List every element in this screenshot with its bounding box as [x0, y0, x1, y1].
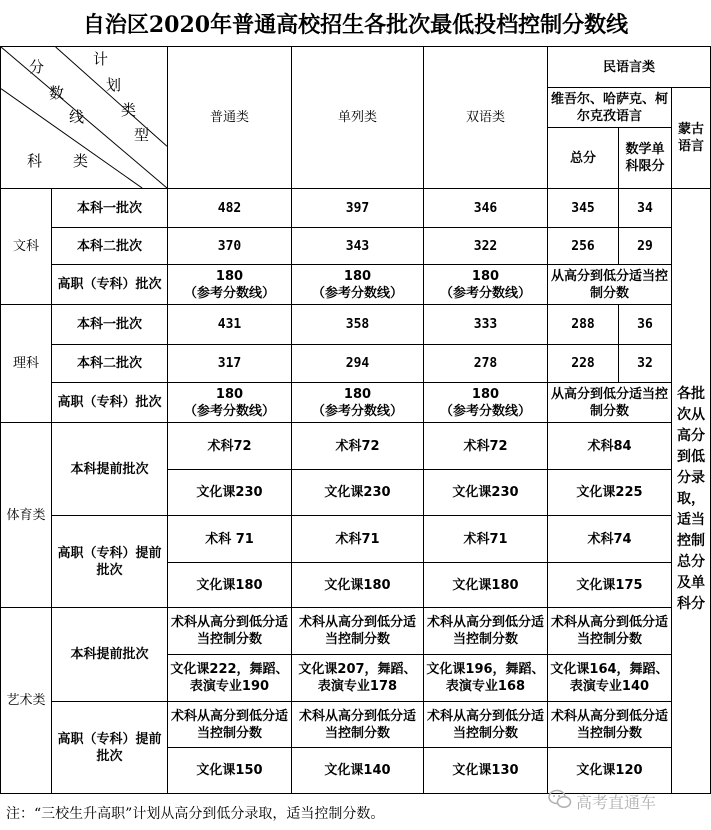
corner-plan-char-1: 计 [93, 50, 109, 68]
batch-label: 本科一批次 [52, 189, 168, 228]
score-cell: 482 [168, 189, 292, 228]
watermark: 高考直通车 [576, 793, 657, 812]
header-weiwuer: 维吾尔、哈萨克、柯尔克孜语言 [548, 88, 672, 128]
score-cell: 278 [424, 345, 548, 383]
shuke-cell: 术科从高分到低分适当控制分数 [424, 608, 548, 655]
batch-label: 本科一批次 [52, 305, 168, 345]
corner-score-char-3: 线 [69, 108, 85, 126]
subject-yishu: 艺术类 [1, 608, 52, 794]
wenhua-cell: 文化课222，舞蹈、表演专业190 [168, 655, 292, 702]
wenhua-cell: 文化课180 [168, 563, 292, 608]
header-shuangyu: 双语类 [424, 47, 548, 189]
minyu-note: 从高分到低分适当控制分数 [548, 265, 672, 305]
corner-plan-char-2: 划 [106, 76, 122, 94]
wenhua-cell: 文化课225 [548, 470, 672, 516]
header-putong: 普通类 [168, 47, 292, 189]
corner-header [1, 47, 168, 189]
corner-subject-char-2: 类 [73, 152, 89, 170]
reference-score: 180 （参考分数线） [168, 265, 292, 305]
wenhua-cell: 文化课180 [424, 563, 548, 608]
score-cell: 322 [424, 228, 548, 265]
footnote: 注：“三校生升高职”计划从高分到低分录取，适当控制分数。 [6, 806, 385, 822]
shuke-cell: 术科74 [548, 516, 672, 563]
corner-score-char-2: 数 [49, 84, 65, 102]
subject-wenke: 文科 [1, 189, 52, 305]
score-cell: 345 [548, 189, 619, 228]
batch-label: 高职（专科）批次 [52, 265, 168, 305]
wenhua-cell: 文化课230 [168, 470, 292, 516]
wechat-icon [548, 788, 572, 810]
shuke-cell: 术科从高分到低分适当控制分数 [292, 702, 424, 748]
shuke-cell: 术科从高分到低分适当控制分数 [548, 702, 672, 748]
corner-plan-char-3: 类 [121, 101, 137, 119]
score-cell: 333 [424, 305, 548, 345]
score-cell: 431 [168, 305, 292, 345]
score-cell: 317 [168, 345, 292, 383]
reference-score: 180 （参考分数线） [424, 383, 548, 423]
wenhua-cell: 文化课180 [292, 563, 424, 608]
shuke-cell: 术科从高分到低分适当控制分数 [168, 702, 292, 748]
subject-like: 理科 [1, 305, 52, 423]
shuke-cell: 术科72 [424, 423, 548, 470]
score-cell: 358 [292, 305, 424, 345]
wenhua-cell: 文化课175 [548, 563, 672, 608]
score-cell: 29 [619, 228, 672, 265]
page-title: 自治区2020年普通高校招生各批次最低投档控制分数线 [82, 11, 629, 38]
wenhua-cell: 文化课196，舞蹈、表演专业168 [424, 655, 548, 702]
batch-label: 高职（专科）批次 [52, 383, 168, 423]
shuke-cell: 术科72 [292, 423, 424, 470]
batch-label: 高职（专科）提前批次 [52, 516, 168, 608]
reference-score: 180 （参考分数线） [292, 383, 424, 423]
shuke-cell: 术科84 [548, 423, 672, 470]
header-minyuyan: 民语言类 [548, 47, 711, 88]
score-cell: 346 [424, 189, 548, 228]
score-table [0, 46, 711, 794]
shuke-cell: 术科 71 [168, 516, 292, 563]
header-danlie: 单列类 [292, 47, 424, 189]
batch-label: 本科二批次 [52, 345, 168, 383]
shuke-cell: 术科从高分到低分适当控制分数 [292, 608, 424, 655]
reference-score: 180 （参考分数线） [292, 265, 424, 305]
wenhua-cell: 文化课120 [548, 748, 672, 794]
reference-score: 180 （参考分数线） [424, 265, 548, 305]
score-cell: 397 [292, 189, 424, 228]
shuke-cell: 术科从高分到低分适当控制分数 [424, 702, 548, 748]
score-cell: 36 [619, 305, 672, 345]
score-cell: 32 [619, 345, 672, 383]
corner-plan-char-4: 型 [134, 126, 150, 144]
score-cell: 343 [292, 228, 424, 265]
batch-label: 高职（专科）提前批次 [52, 702, 168, 794]
wenhua-cell: 文化课230 [292, 470, 424, 516]
header-shuxue: 数学单科限分 [619, 128, 672, 189]
minyu-note: 从高分到低分适当控制分数 [548, 383, 672, 423]
wenhua-cell: 文化课230 [424, 470, 548, 516]
header-zongfen: 总分 [548, 128, 619, 189]
header-menggu: 蒙古语言 [672, 88, 711, 189]
corner-score-char-1: 分 [29, 58, 45, 76]
score-cell: 228 [548, 345, 619, 383]
wenhua-cell: 文化课207，舞蹈、表演专业178 [292, 655, 424, 702]
score-cell: 256 [548, 228, 619, 265]
wenhua-cell: 文化课130 [424, 748, 548, 794]
shuke-cell: 术科从高分到低分适当控制分数 [548, 608, 672, 655]
subject-tiyu: 体育类 [1, 423, 52, 608]
wenhua-cell: 文化课164，舞蹈、表演专业140 [548, 655, 672, 702]
wenhua-cell: 文化课140 [292, 748, 424, 794]
shuke-cell: 术科从高分到低分适当控制分数 [168, 608, 292, 655]
batch-label: 本科二批次 [52, 228, 168, 265]
shuke-cell: 术科72 [168, 423, 292, 470]
score-cell: 288 [548, 305, 619, 345]
shuke-cell: 术科71 [292, 516, 424, 563]
side-note-cell [672, 189, 711, 794]
side-note: 各批次从高分到低分录取，适当控制总分及单科分 [677, 386, 705, 612]
batch-label: 本科提前批次 [52, 608, 168, 702]
score-cell: 370 [168, 228, 292, 265]
batch-label: 本科提前批次 [52, 423, 168, 516]
score-cell: 34 [619, 189, 672, 228]
reference-score: 180 （参考分数线） [168, 383, 292, 423]
shuke-cell: 术科71 [424, 516, 548, 563]
score-cell: 294 [292, 345, 424, 383]
corner-subject-char-1: 科 [27, 152, 43, 170]
wenhua-cell: 文化课150 [168, 748, 292, 794]
